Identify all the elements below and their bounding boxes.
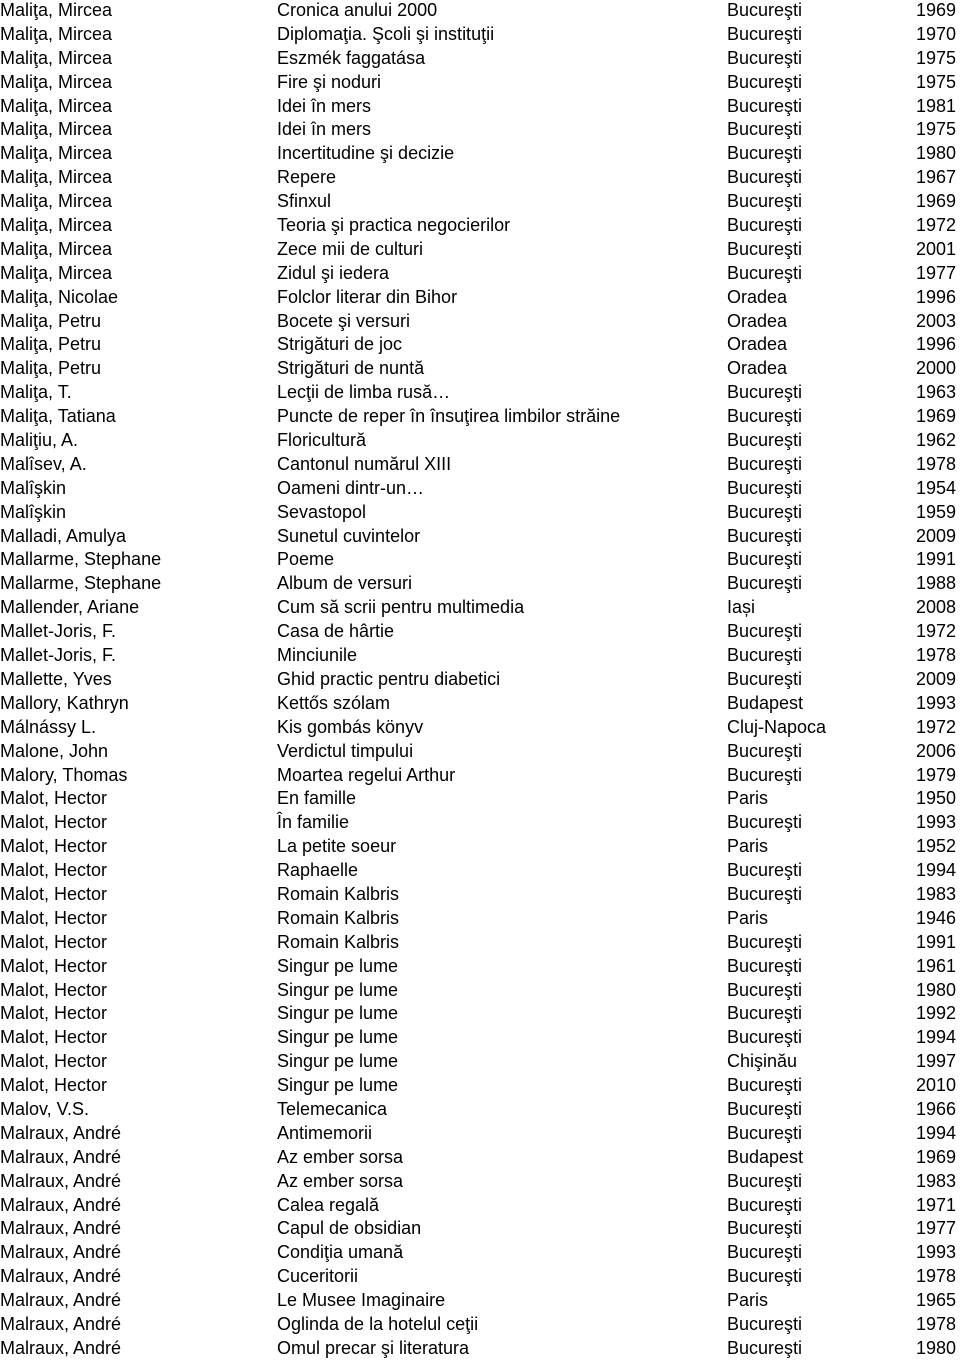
catalog-row [0, 956, 960, 980]
year-cell: 1977 [915, 1218, 956, 1239]
year-cell: 2000 [915, 358, 956, 379]
author-cell: Maliţiu, A. [0, 430, 79, 451]
year-cell: 1954 [915, 477, 956, 498]
title-cell: Telemecanica [277, 1098, 388, 1119]
catalog-row [0, 191, 960, 215]
catalog-row [0, 334, 960, 358]
title-cell: Romain Kalbris [277, 883, 400, 904]
title-cell: Floricultură [277, 430, 367, 451]
city-cell: Bucureşti [727, 167, 803, 188]
catalog-row [0, 621, 960, 645]
year-cell: 1978 [915, 453, 956, 474]
city-cell: Oradea [727, 334, 788, 355]
catalog-row [0, 812, 960, 836]
title-cell: Lecţii de limba rusă… [277, 382, 451, 403]
title-cell: Condiţia umană [277, 1242, 404, 1263]
catalog-row [0, 239, 960, 263]
city-cell: Paris [727, 907, 769, 928]
catalog-row [0, 454, 960, 478]
author-cell: Malot, Hector [0, 1027, 108, 1048]
author-cell: Malîşkin [0, 501, 67, 522]
year-cell: 1972 [915, 621, 956, 642]
title-cell: Oameni dintr-un… [277, 477, 425, 498]
catalog-row [0, 287, 960, 311]
year-cell: 2003 [915, 310, 956, 331]
author-cell: Malladi, Amulya [0, 525, 127, 546]
city-cell: Bucureşti [727, 549, 803, 570]
city-cell: Bucureşti [727, 477, 803, 498]
city-cell: Cluj-Napoca [727, 716, 827, 737]
author-cell: Malraux, André [0, 1266, 122, 1287]
city-cell: Bucureşti [727, 1075, 803, 1096]
year-cell: 1980 [915, 143, 956, 164]
title-cell: Cuceritorii [277, 1266, 359, 1287]
city-cell: Bucureşti [727, 955, 803, 976]
catalog-row [0, 597, 960, 621]
city-cell: Bucureşti [727, 430, 803, 451]
catalog-row [0, 1027, 960, 1051]
author-cell: Maliţa, Mircea [0, 71, 113, 92]
title-cell: Kettős szólam [277, 692, 391, 713]
city-cell: Bucureşti [727, 740, 803, 761]
year-cell: 1975 [915, 119, 956, 140]
year-cell: 1972 [915, 716, 956, 737]
year-cell: 1977 [915, 262, 956, 283]
city-cell: Chişinău [727, 1051, 798, 1072]
title-cell: Sunetul cuvintelor [277, 525, 421, 546]
city-cell: Bucureşti [727, 931, 803, 952]
title-cell: Kis gombás könyv [277, 716, 424, 737]
catalog-row [0, 72, 960, 96]
catalog-row [0, 645, 960, 669]
author-cell: Malraux, André [0, 1242, 122, 1263]
title-cell: Singur pe lume [277, 1003, 399, 1024]
title-cell: Raphaelle [277, 860, 359, 881]
city-cell: Bucureşti [727, 95, 803, 116]
author-cell: Maliţa, Mircea [0, 119, 113, 140]
city-cell: Bucureşti [727, 23, 803, 44]
year-cell: 1965 [915, 1290, 956, 1311]
city-cell: Bucureşti [727, 1003, 803, 1024]
author-cell: Mallarme, Stephane [0, 549, 162, 570]
title-cell: Teoria şi practica negocierilor [277, 215, 511, 236]
catalog-row [0, 1051, 960, 1075]
year-cell: 1994 [915, 860, 956, 881]
catalog-row [0, 1195, 960, 1219]
title-cell: La petite soeur [277, 836, 397, 857]
city-cell: Bucureşti [727, 119, 803, 140]
catalog-row [0, 932, 960, 956]
city-cell: Bucureşti [727, 191, 803, 212]
title-cell: Romain Kalbris [277, 907, 400, 928]
author-cell: Malot, Hector [0, 836, 108, 857]
year-cell: 1993 [915, 812, 956, 833]
title-cell: Idei în mers [277, 95, 372, 116]
city-cell: Oradea [727, 358, 788, 379]
city-cell: Bucureşti [727, 525, 803, 546]
title-cell: Minciunile [277, 645, 358, 666]
title-cell: Sfinxul [277, 191, 332, 212]
title-cell: Cum să scrii pentru multimedia [277, 597, 525, 618]
title-cell: Zece mii de culturi [277, 238, 424, 259]
city-cell: Bucureşti [727, 453, 803, 474]
author-cell: Malot, Hector [0, 1075, 108, 1096]
city-cell: Paris [727, 836, 769, 857]
author-cell: Maliţa, Mircea [0, 23, 113, 44]
city-cell: Iași [727, 597, 756, 618]
year-cell: 1978 [915, 1313, 956, 1334]
city-cell: Bucureşti [727, 215, 803, 236]
title-cell: Singur pe lume [277, 979, 399, 1000]
year-cell: 1962 [915, 430, 956, 451]
author-cell: Málnássy L. [0, 716, 97, 737]
author-cell: Maliţa, Mircea [0, 95, 113, 116]
city-cell: Bucureşti [727, 645, 803, 666]
author-cell: Malot, Hector [0, 788, 108, 809]
year-cell: 1991 [915, 549, 956, 570]
year-cell: 1972 [915, 215, 956, 236]
author-cell: Mallette, Yves [0, 668, 112, 689]
year-cell: 2009 [915, 668, 956, 689]
year-cell: 1961 [915, 955, 956, 976]
year-cell: 1993 [915, 692, 956, 713]
year-cell: 1975 [915, 71, 956, 92]
year-cell: 1971 [915, 1194, 956, 1215]
title-cell: Ghid practic pentru diabetici [277, 668, 501, 689]
author-cell: Maliţa, Petru [0, 358, 102, 379]
catalog-row [0, 741, 960, 765]
author-cell: Maliţa, Mircea [0, 215, 113, 236]
catalog-row [0, 143, 960, 167]
catalog-row [0, 502, 960, 526]
title-cell: Calea regală [277, 1194, 380, 1215]
author-cell: Malov, V.S. [0, 1098, 90, 1119]
title-cell: Cantonul numărul XIII [277, 453, 452, 474]
city-cell: Bucureşti [727, 1313, 803, 1334]
title-cell: În familie [277, 812, 350, 833]
catalog-row [0, 836, 960, 860]
year-cell: 1994 [915, 1027, 956, 1048]
year-cell: 1991 [915, 931, 956, 952]
author-cell: Maliţa, Tatiana [0, 406, 116, 427]
catalog-row [0, 1075, 960, 1099]
city-cell: Oradea [727, 310, 788, 331]
title-cell: Singur pe lume [277, 955, 399, 976]
year-cell: 2001 [915, 238, 956, 259]
city-cell: Paris [727, 1290, 769, 1311]
year-cell: 1994 [915, 1122, 956, 1143]
catalog-row [0, 669, 960, 693]
author-cell: Malraux, André [0, 1194, 122, 1215]
catalog-row [0, 1003, 960, 1027]
year-cell: 1966 [915, 1098, 956, 1119]
author-cell: Maliţa, Nicolae [0, 286, 119, 307]
title-cell: Oglinda de la hotelul ceţii [277, 1313, 479, 1334]
catalog-row [0, 1242, 960, 1266]
year-cell: 1978 [915, 645, 956, 666]
city-cell: Bucureşti [727, 812, 803, 833]
title-cell: Strigături de nuntă [277, 358, 425, 379]
year-cell: 1946 [915, 907, 956, 928]
author-cell: Maliţa, Mircea [0, 238, 113, 259]
catalog-row [0, 24, 960, 48]
title-cell: Casa de hârtie [277, 621, 395, 642]
author-cell: Malone, John [0, 740, 109, 761]
city-cell: Budapest [727, 692, 804, 713]
catalog-row [0, 908, 960, 932]
title-cell: Cronica anului 2000 [277, 0, 438, 20]
author-cell: Mallet-Joris, F. [0, 621, 117, 642]
catalog-row [0, 526, 960, 550]
title-cell: Romain Kalbris [277, 931, 400, 952]
catalog-row [0, 358, 960, 382]
year-cell: 1969 [915, 0, 956, 20]
year-cell: 1983 [915, 883, 956, 904]
author-cell: Mallender, Ariane [0, 597, 140, 618]
city-cell: Bucureşti [727, 764, 803, 785]
city-cell: Bucureşti [727, 382, 803, 403]
catalog-row [0, 430, 960, 454]
author-cell: Mallarme, Stephane [0, 573, 162, 594]
title-cell: Eszmék faggatása [277, 47, 426, 68]
author-cell: Malot, Hector [0, 883, 108, 904]
author-cell: Malot, Hector [0, 812, 108, 833]
author-cell: Malraux, André [0, 1313, 122, 1334]
catalog-row [0, 311, 960, 335]
year-cell: 1993 [915, 1242, 956, 1263]
year-cell: 1952 [915, 836, 956, 857]
title-cell: Az ember sorsa [277, 1146, 404, 1167]
catalog-row [0, 884, 960, 908]
title-cell: Poeme [277, 549, 335, 570]
author-cell: Maliţa, Mircea [0, 262, 113, 283]
catalog-row [0, 717, 960, 741]
year-cell: 1980 [915, 1337, 956, 1358]
title-cell: En famille [277, 788, 357, 809]
city-cell: Bucureşti [727, 668, 803, 689]
city-cell: Paris [727, 788, 769, 809]
title-cell: Idei în mers [277, 119, 372, 140]
city-cell: Bucureşti [727, 71, 803, 92]
city-cell: Bucureşti [727, 238, 803, 259]
title-cell: Sevastopol [277, 501, 367, 522]
year-cell: 1988 [915, 573, 956, 594]
catalog-row [0, 860, 960, 884]
author-cell: Maliţa, Mircea [0, 191, 113, 212]
title-cell: Puncte de reper în însuţirea limbilor străine [277, 406, 621, 427]
catalog-row [0, 1338, 960, 1362]
author-cell: Mallet-Joris, F. [0, 645, 117, 666]
city-cell: Bucureşti [727, 0, 803, 20]
catalog-row [0, 1147, 960, 1171]
title-cell: Bocete şi versuri [277, 310, 411, 331]
title-cell: Singur pe lume [277, 1027, 399, 1048]
year-cell: 1997 [915, 1051, 956, 1072]
city-cell: Budapest [727, 1146, 804, 1167]
city-cell: Bucureşti [727, 143, 803, 164]
title-cell: Le Musee Imaginaire [277, 1290, 446, 1311]
catalog-row [0, 573, 960, 597]
city-cell: Bucureşti [727, 573, 803, 594]
catalog-row [0, 549, 960, 573]
title-cell: Strigături de joc [277, 334, 403, 355]
catalog-row [0, 167, 960, 191]
title-cell: Moartea regelui Arthur [277, 764, 456, 785]
city-cell: Bucureşti [727, 860, 803, 881]
catalog-row [0, 788, 960, 812]
author-cell: Maliţa, Mircea [0, 167, 113, 188]
title-cell: Az ember sorsa [277, 1170, 404, 1191]
city-cell: Bucureşti [727, 1266, 803, 1287]
author-cell: Malot, Hector [0, 1051, 108, 1072]
city-cell: Bucureşti [727, 1194, 803, 1215]
catalog-row [0, 1218, 960, 1242]
city-cell: Bucureşti [727, 979, 803, 1000]
year-cell: 1992 [915, 1003, 956, 1024]
year-cell: 1975 [915, 47, 956, 68]
catalog-row [0, 119, 960, 143]
catalog-row [0, 48, 960, 72]
author-cell: Malraux, André [0, 1290, 122, 1311]
city-cell: Bucureşti [727, 1027, 803, 1048]
author-cell: Malîsev, A. [0, 453, 87, 474]
year-cell: 1967 [915, 167, 956, 188]
author-cell: Mallory, Kathryn [0, 692, 129, 713]
city-cell: Bucureşti [727, 1098, 803, 1119]
author-cell: Malraux, André [0, 1122, 122, 1143]
catalog-row [0, 382, 960, 406]
year-cell: 1959 [915, 501, 956, 522]
author-cell: Malot, Hector [0, 955, 108, 976]
city-cell: Bucureşti [727, 47, 803, 68]
author-cell: Malraux, André [0, 1337, 122, 1358]
year-cell: 1996 [915, 286, 956, 307]
year-cell: 1980 [915, 979, 956, 1000]
catalog-row [0, 980, 960, 1004]
catalog-row [0, 0, 960, 24]
city-cell: Bucureşti [727, 1337, 803, 1358]
year-cell: 1969 [915, 191, 956, 212]
author-cell: Malot, Hector [0, 1003, 108, 1024]
title-cell: Verdictul timpului [277, 740, 414, 761]
year-cell: 1970 [915, 23, 956, 44]
year-cell: 1979 [915, 764, 956, 785]
author-cell: Malory, Thomas [0, 764, 128, 785]
year-cell: 2010 [915, 1075, 956, 1096]
catalog-row [0, 1290, 960, 1314]
year-cell: 1950 [915, 788, 956, 809]
city-cell: Bucureşti [727, 262, 803, 283]
author-cell: Malot, Hector [0, 860, 108, 881]
catalog-row [0, 478, 960, 502]
author-cell: Maliţa, T. [0, 382, 72, 403]
city-cell: Bucureşti [727, 1122, 803, 1143]
author-cell: Maliţa, Petru [0, 310, 102, 331]
author-cell: Malot, Hector [0, 979, 108, 1000]
catalog-row [0, 1314, 960, 1338]
author-cell: Malîşkin [0, 477, 67, 498]
catalog-row [0, 1123, 960, 1147]
title-cell: Fire şi noduri [277, 71, 382, 92]
title-cell: Album de versuri [277, 573, 413, 594]
year-cell: 2008 [915, 597, 956, 618]
author-cell: Maliţa, Mircea [0, 0, 113, 20]
city-cell: Bucureşti [727, 501, 803, 522]
year-cell: 2009 [915, 525, 956, 546]
title-cell: Capul de obsidian [277, 1218, 422, 1239]
author-cell: Malraux, André [0, 1218, 122, 1239]
year-cell: 1983 [915, 1170, 956, 1191]
year-cell: 2006 [915, 740, 956, 761]
author-cell: Maliţa, Mircea [0, 47, 113, 68]
title-cell: Repere [277, 167, 337, 188]
city-cell: Bucureşti [727, 1170, 803, 1191]
author-cell: Malraux, André [0, 1146, 122, 1167]
author-cell: Malot, Hector [0, 907, 108, 928]
year-cell: 1978 [915, 1266, 956, 1287]
year-cell: 1996 [915, 334, 956, 355]
city-cell: Oradea [727, 286, 788, 307]
catalog-row [0, 1099, 960, 1123]
city-cell: Bucureşti [727, 883, 803, 904]
title-cell: Singur pe lume [277, 1075, 399, 1096]
author-cell: Malot, Hector [0, 931, 108, 952]
catalog-row [0, 96, 960, 120]
catalog-row [0, 693, 960, 717]
title-cell: Incertitudine şi decizie [277, 143, 455, 164]
author-cell: Maliţa, Mircea [0, 143, 113, 164]
title-cell: Folclor literar din Bihor [277, 286, 458, 307]
year-cell: 1981 [915, 95, 956, 116]
title-cell: Diplomaţia. Şcoli şi instituţii [277, 23, 495, 44]
catalog-row [0, 765, 960, 789]
title-cell: Antimemorii [277, 1122, 373, 1143]
catalog-row [0, 1266, 960, 1290]
title-cell: Singur pe lume [277, 1051, 399, 1072]
city-cell: Bucureşti [727, 621, 803, 642]
title-cell: Zidul şi iedera [277, 262, 390, 283]
year-cell: 1969 [915, 1146, 956, 1167]
city-cell: Bucureşti [727, 406, 803, 427]
year-cell: 1969 [915, 406, 956, 427]
author-cell: Malraux, André [0, 1170, 122, 1191]
city-cell: Bucureşti [727, 1218, 803, 1239]
catalog-row [0, 406, 960, 430]
catalog-row [0, 1171, 960, 1195]
catalog-row [0, 263, 960, 287]
catalog-row [0, 215, 960, 239]
city-cell: Bucureşti [727, 1242, 803, 1263]
author-cell: Maliţa, Petru [0, 334, 102, 355]
year-cell: 1963 [915, 382, 956, 403]
title-cell: Omul precar şi literatura [277, 1337, 470, 1358]
